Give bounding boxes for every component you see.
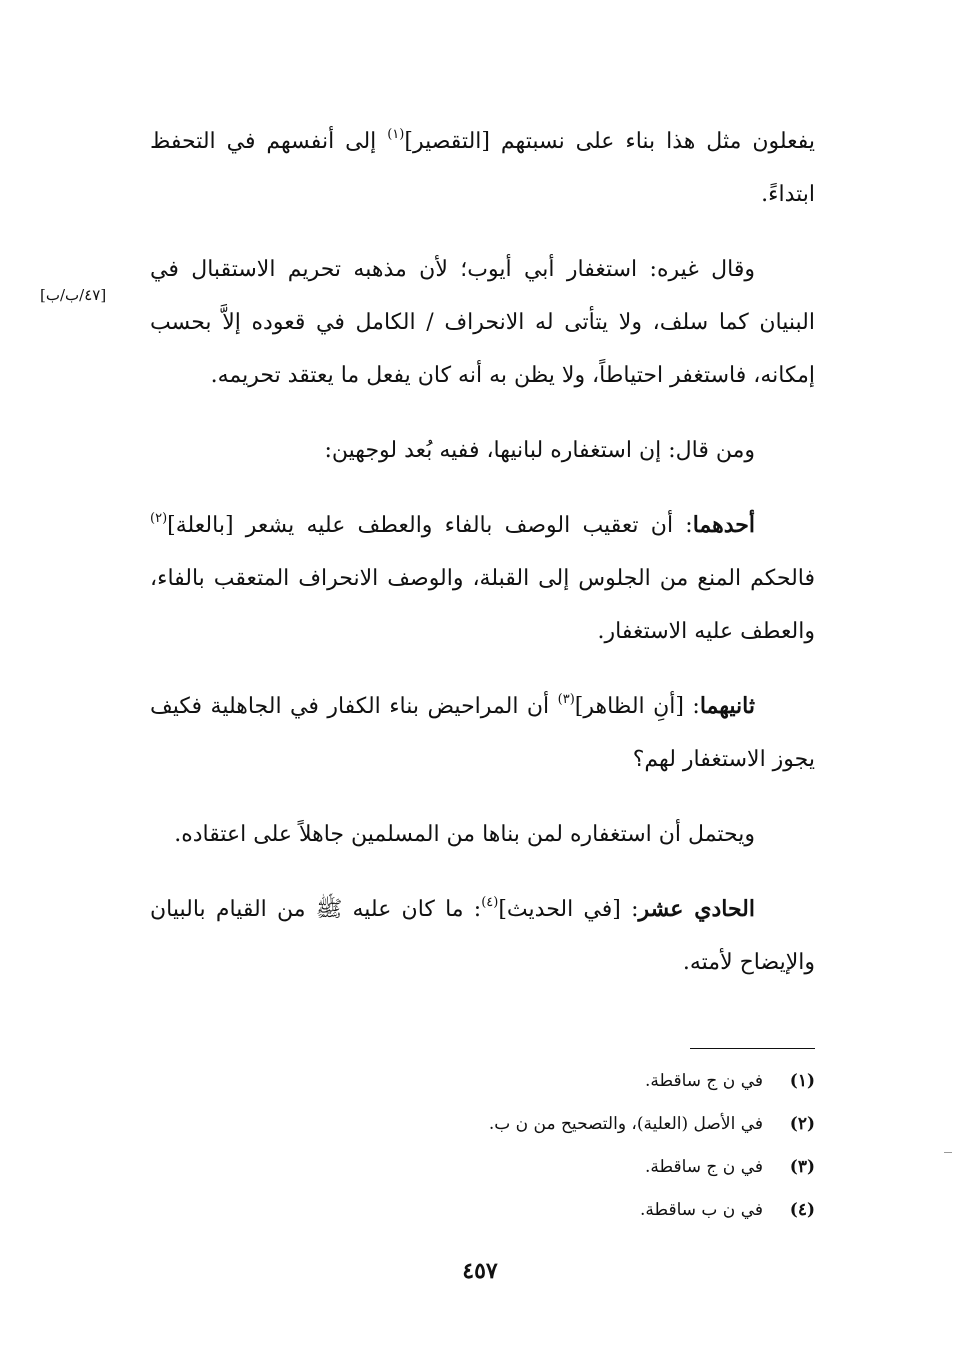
footnote-4: [300, 1189, 815, 1232]
footnote-number: (٤): [789, 1200, 815, 1220]
paragraph-5-text-a: : [أنِ الظاهر]: [574, 694, 700, 719]
paragraph-5-lead: ثانيهما: [699, 693, 755, 719]
paragraph-6: ويحتمل أن استغفاره لمن بناها من المسلمين جاهلاً على اعتقاده.: [174, 822, 755, 847]
paragraph-7-text-a: : [في الحديث]: [498, 897, 639, 922]
footnote-3: [300, 1146, 815, 1189]
paragraph-7-lead: الحادي عشر: [638, 896, 755, 922]
paragraph-4: [150, 499, 815, 658]
paragraph-7: [150, 883, 815, 989]
footnote-text: في ن ج ساقطة.: [645, 1157, 763, 1177]
footnotes: [300, 1060, 815, 1232]
page-number: ٤٥٧: [462, 1258, 498, 1284]
scan-edge-mark: [944, 1152, 952, 1153]
paragraph-4-text-b: فالحكم المنع من الجلوس إلى القبلة، والوصف الانحراف المتعقب بالفاء، والعطف عليه الاستغفار.: [150, 566, 815, 644]
footnote-1: [300, 1060, 815, 1103]
footnote-separator: [690, 1048, 815, 1049]
paragraph-1-text-a: يفعلون مثل هذا بناء على نسبتهم [التقصير]: [404, 129, 815, 154]
paragraph-1: [150, 115, 815, 221]
body-text: [150, 115, 815, 989]
footnote-text: في ن ج ساقطة.: [645, 1071, 763, 1091]
footnote-ref-2[interactable]: (٢): [150, 511, 168, 526]
footnote-text: في ن ب ساقطة.: [639, 1200, 763, 1220]
footnote-ref-1[interactable]: (١): [387, 127, 405, 142]
footnote-number: (٣): [789, 1157, 815, 1177]
paragraph-4-lead: أحدهما: [692, 512, 755, 538]
paragraph-5-text-b: أن المراحيض بناء الكفار في الجاهلية فكيف يجوز الاستغفار لهم؟: [150, 694, 815, 772]
footnote-text: في الأصل (العلية)، والتصحيح من ن ب.: [488, 1114, 763, 1134]
manuscript-folio-marker: [٤٧/ب/ب]: [40, 286, 107, 304]
paragraph-3: ومن قال: إن استغفاره لبانيها، ففيه بُعد لوجهين:: [324, 438, 755, 463]
paragraph-7-text-b: : ما كان عليه ﷺ من القيام بالبيان والإيضاح لأمته.: [150, 897, 815, 975]
paragraph-4-text-a: : أن تعقيب الوصف بالفاء والعطف عليه يشعر [بالعلة]: [167, 513, 693, 538]
footnote-number: (١): [789, 1071, 815, 1091]
paragraph-1-text-b: إلى أنفسهم في التحفظ ابتداءً.: [150, 129, 815, 207]
paragraph-5: [150, 680, 815, 786]
footnote-number: (٢): [789, 1114, 815, 1134]
footnote-ref-4[interactable]: (٤): [481, 895, 499, 910]
paragraph-2: وقال غيره: استغفار أبي أيوب؛ لأن مذهبه تحريم الاستقبال في البنيان كما سلف، ولا يتأتى له الانحراف / الكامل في قعوده إلاَّ بحسب إمكانه، فاستغفر احتياطاً، ولا يظن به أنه كان يفعل ما يعتقد تحريمه.: [150, 257, 815, 388]
footnote-ref-3[interactable]: (٣): [557, 692, 575, 707]
footnote-2: [300, 1103, 815, 1146]
